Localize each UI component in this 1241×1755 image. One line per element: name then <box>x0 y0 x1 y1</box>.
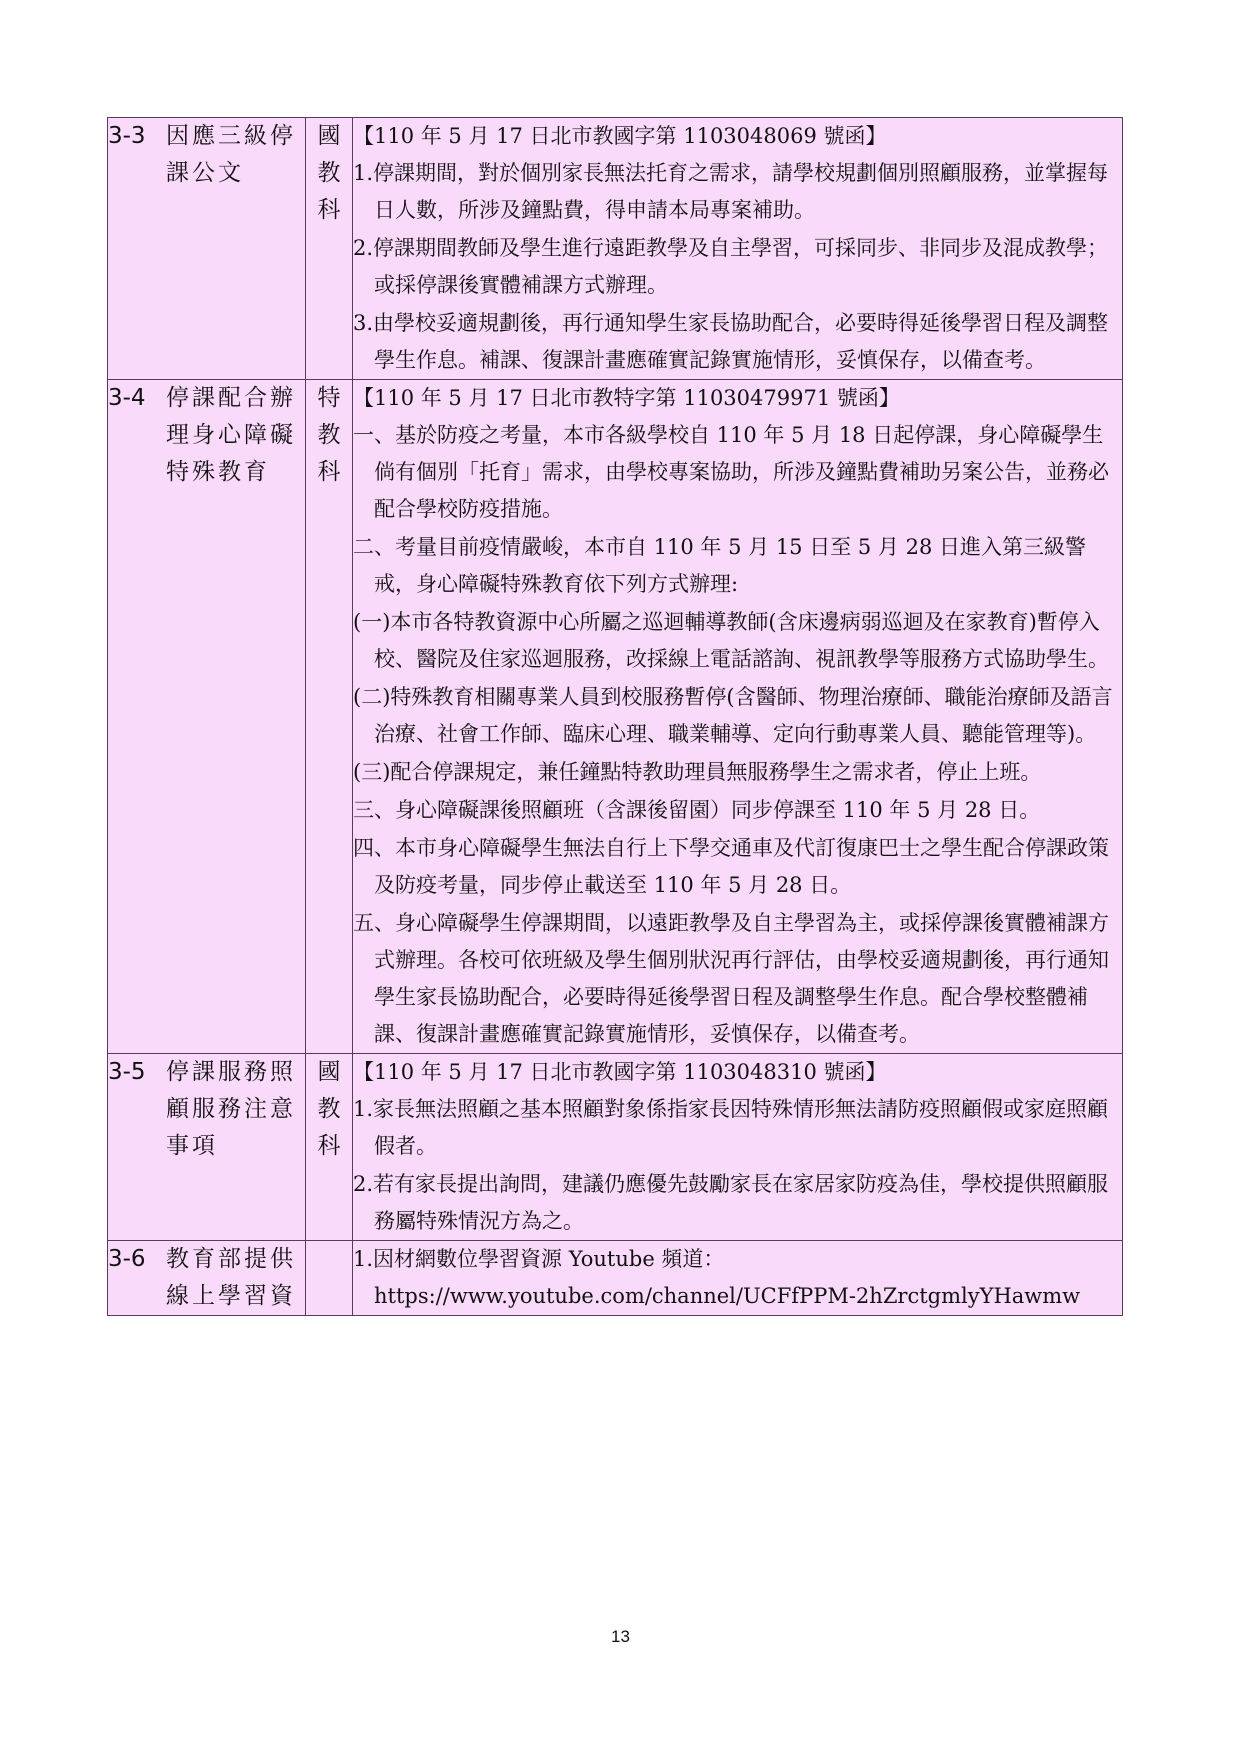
content-paragraph: (一)本市各特教資源中心所屬之巡迴輔導教師(含床邊病弱巡迴及在家教育)暫停入校、醫院及住家巡迴服務，改採線上電話諮詢、視訊教學等服務方式協助學生。 <box>353 610 1109 671</box>
content-paragraph: 四、本市身心障礙學生無法自行上下學交通車及代訂復康巴士之學生配合停課政策及防疫考量，同步停止載送至 110 年 5 月 28 日。 <box>353 836 1109 897</box>
unit-char: 科 <box>317 1133 341 1159</box>
item-number: 3-6 <box>108 1246 146 1272</box>
content-paragraph: (二)特殊教育相關專業人員到校服務暫停(含醫師、物理治療師、職能治療師及語言治療、社會工作師、臨床心理、職業輔導、定向行動專業人員、聽能管理等)。 <box>353 685 1113 746</box>
content-paragraph: 2.停課期間教師及學生進行遠距教學及自主學習，可採同步、非同步及混成教學；或採停課後實體補課方式辦理。 <box>353 236 1109 297</box>
content-cell <box>353 1241 1123 1316</box>
unit-char: 教 <box>317 160 341 186</box>
content-paragraph: (三)配合停課規定，兼任鐘點特教助理員無服務學生之需求者，停止上班。 <box>353 760 1042 784</box>
document-reference: 【110 年 5 月 17 日北市教國字第 1103048069 號函】 <box>353 124 887 148</box>
item-title: 教育部提供線上學習資 <box>166 1246 296 1309</box>
document-reference: 【110 年 5 月 17 日北市教國字第 1103048310 號函】 <box>353 1060 887 1084</box>
content-paragraph: 一、基於防疫之考量，本市各級學校自 110 年 5 月 18 日起停課，身心障礙學生倘有個別「托育」需求，由學校專案協助，所涉及鐘點費補助另案公告，並務必配合學校防疫措施。 <box>353 423 1109 521</box>
document-reference: 【110 年 5 月 17 日北市教特字第 11030479971 號函】 <box>353 386 900 410</box>
content-paragraph: 五、身心障礙學生停課期間，以遠距教學及自主學習為主，或採停課後實體補課方式辦理。各校可依班級及學生個別狀況再行評估，由學校妥適規劃後，再行通知學生家長協助配合，必要時得延後學習日程及調整學生作息。配合學校整體補課、復課計畫應確實記錄實施情形，妥慎保存，以備查考。 <box>353 911 1109 1046</box>
item-number: 3-5 <box>108 1059 146 1085</box>
item-cell <box>108 380 306 1054</box>
item-heading <box>108 380 305 491</box>
item-heading <box>108 118 305 192</box>
item-number: 3-3 <box>108 123 146 149</box>
content-paragraph: 二、考量目前疫情嚴峻，本市自 110 年 5 月 15 日至 5 月 28 日進入第三級警戒，身心障礙特殊教育依下列方式辦理: <box>353 535 1086 596</box>
item-number: 3-4 <box>108 385 146 411</box>
item-cell <box>108 1054 306 1241</box>
unit-char: 科 <box>317 197 341 223</box>
unit-cell <box>306 118 353 380</box>
content-paragraph: 1.因材網數位學習資源 Youtube 頻道：https://www.youtube.com/channel/UCFfPPM-2hZrctgmlyYHawmw <box>353 1247 1081 1308</box>
unit-char: 特 <box>317 385 341 411</box>
content-cell <box>353 380 1123 1054</box>
unit-cell <box>306 380 353 1054</box>
content-paragraph: 2.若有家長提出詢問，建議仍應優先鼓勵家長在家居家防疫為佳，學校提供照顧服務屬特殊情況方為之。 <box>353 1172 1109 1233</box>
page-number: 13 <box>611 1627 630 1646</box>
item-title: 停課配合辦理身心障礙特殊教育 <box>166 385 296 485</box>
unit-char: 科 <box>317 459 341 485</box>
directive-table <box>107 117 1123 1316</box>
content-cell <box>353 1054 1123 1241</box>
item-heading <box>108 1054 305 1165</box>
table-row <box>108 380 1123 1054</box>
unit-cell <box>306 1054 353 1241</box>
unit-char: 國 <box>317 123 341 149</box>
content-paragraph: 3.由學校妥適規劃後，再行通知學生家長協助配合，必要時得延後學習日程及調整學生作息。補課、復課計畫應確實記錄實施情形，妥慎保存，以備查考。 <box>353 311 1109 372</box>
content-paragraph: 1.家長無法照顧之基本照顧對象係指家長因特殊情形無法請防疫照顧假或家庭照顧假者。 <box>353 1097 1109 1158</box>
item-title: 因應三級停課公文 <box>166 123 296 186</box>
content-paragraph: 三、身心障礙課後照顧班（含課後留園）同步停課至 110 年 5 月 28 日。 <box>353 798 1041 822</box>
content-paragraph: 1.停課期間，對於個別家長無法托育之需求，請學校規劃個別照顧服務，並掌握每日人數，所涉及鐘點費，得申請本局專案補助。 <box>353 161 1109 222</box>
unit-char: 國 <box>317 1059 341 1085</box>
unit-char: 教 <box>317 422 341 448</box>
unit-cell <box>306 1241 353 1316</box>
table-row <box>108 1054 1123 1241</box>
table-row <box>108 1241 1123 1316</box>
content-cell <box>353 118 1123 380</box>
table-row <box>108 118 1123 380</box>
item-cell <box>108 118 306 380</box>
unit-char: 教 <box>317 1096 341 1122</box>
item-title: 停課服務照顧服務注意事項 <box>166 1059 296 1159</box>
item-cell <box>108 1241 306 1316</box>
item-heading <box>108 1241 305 1315</box>
